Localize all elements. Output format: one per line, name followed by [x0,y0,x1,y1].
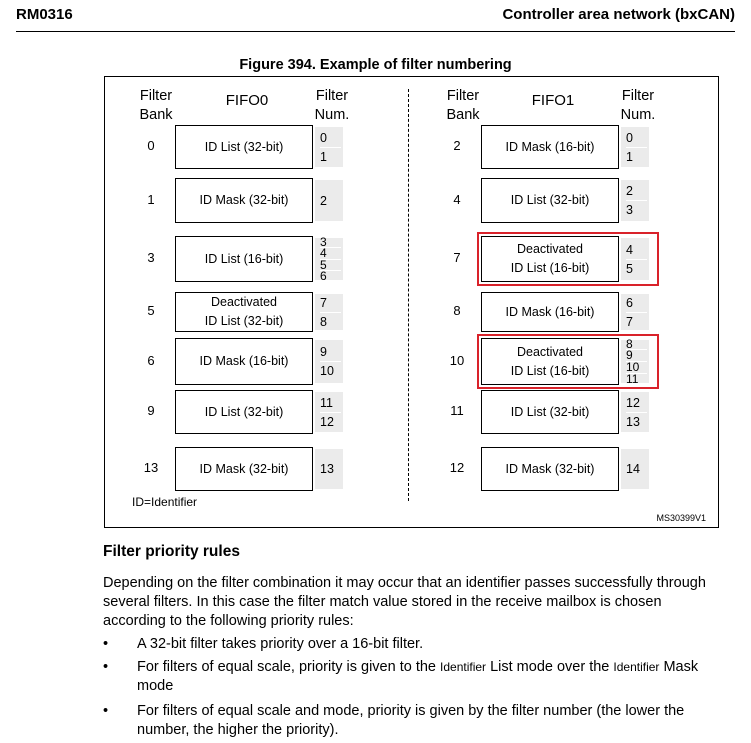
filter-number: 9 [626,350,647,362]
filter-mode-label: Deactivated [516,242,583,256]
filter-number: 8 [320,314,327,329]
filter-number: 13 [320,462,334,476]
header-rule [16,31,735,32]
filter-mode-label: ID List (32-bit) [204,139,284,154]
filter-number: 3 [626,203,633,217]
filter-number-list [315,392,343,432]
filter-number: 5 [626,261,633,276]
filter-mode-label: Deactivated [210,295,277,309]
filter-mode-label: ID Mask (32-bit) [505,461,595,476]
fifo0-num-header: Filter Num. [314,88,350,123]
filter-number: 13 [626,414,640,429]
filter-number-list [621,127,649,167]
filter-bank-number: 0 [147,138,155,153]
filter-mode-label: ID List (32-bit) [510,193,590,207]
figure-code: MS30399V1 [656,513,706,523]
filter-bank-number: 7 [453,250,461,265]
filter-number: 12 [320,414,334,429]
filter-bank-number: 6 [147,352,155,368]
filter-mode-box [481,178,619,223]
filter-mode-box [481,125,619,169]
filter-number-list [315,234,343,283]
filter-mode-box [481,447,619,491]
filter-number: 6 [320,269,327,283]
fifo0-label: FIFO0 [225,92,269,109]
filter-number-list [315,340,343,383]
filter-bank-number: 13 [143,460,159,475]
filter-number: 0 [320,129,341,148]
filter-number-list [621,392,649,432]
filter-number: 0 [626,129,647,148]
filter-mode-label: ID List (16-bit) [510,363,590,378]
filter-number-list [621,449,649,489]
filter-mode-box [175,178,313,223]
figure-note: ID=Identifier [132,495,198,509]
filter-mode-label: ID Mask (16-bit) [505,139,595,154]
doc-id: RM0316 [16,6,73,23]
filter-mode-label: Deactivated [516,344,583,359]
filter-number: 11 [626,371,639,386]
fifo1-bank-header: Filter Bank [446,88,480,123]
bullet-dot: • [103,636,109,652]
filter-mode-box [481,390,619,434]
filter-mode-box [175,236,313,282]
filter-mode-box [175,447,313,491]
filter-bank-number: 10 [449,352,465,368]
filter-mode-label: ID Mask (16-bit) [199,354,289,368]
filter-number-list [315,127,343,167]
filter-number: 8 [626,339,647,351]
filter-bank-number: 2 [453,138,461,153]
highlight-box [477,232,659,286]
filter-mode-label: ID Mask (32-bit) [199,193,289,207]
filter-bank-number: 3 [147,250,155,265]
bullet-text: For filters of equal scale and mode, priority is given by the filter number (the lower the number, the higher the priority). [137,703,685,738]
filter-mode-box [175,125,313,169]
fifo1-num-header: Filter Num. [620,88,656,123]
filter-number: 2 [626,182,647,201]
section-paragraph: Depending on the filter combination it may occur that an identifier passes successfully through several filters. In this case the filter match value stored in the receive mailbox is chosen according to the following priority rules: [103,575,706,629]
filter-mode-label: ID Mask (16-bit) [505,304,595,319]
bullet-dot: • [103,703,109,719]
filter-mode-label: ID List (32-bit) [204,404,284,419]
filter-bank-number: 12 [449,460,465,475]
filter-mode-box [175,390,313,434]
filter-mode-box [175,292,313,332]
filter-number: 14 [626,462,640,476]
filter-number: 9 [320,343,341,362]
filter-number: 10 [626,362,647,374]
filter-number: 12 [626,394,647,413]
bullet-text: A 32-bit filter takes priority over a 16-bit filter. [137,636,424,652]
filter-number-list [315,294,343,330]
filter-number: 1 [320,149,327,164]
filter-number: 11 [320,394,341,413]
filter-bank-number: 11 [450,403,464,418]
filter-number: 7 [626,314,633,329]
highlight-box [477,334,659,389]
filter-mode-label: ID List (32-bit) [510,404,590,419]
filter-number-list [315,449,343,489]
filter-number: 3 [320,237,341,249]
filter-mode-label: ID List (16-bit) [510,261,590,275]
filter-number: 1 [626,149,633,164]
filter-number: 2 [320,193,327,208]
filter-mode-label: ID Mask (32-bit) [199,461,289,476]
filter-number: 4 [626,241,647,260]
bullet-text: For filters of equal scale, priority is given to the Identifier List mode over the Identifier Mask mode [137,659,699,694]
filter-numbering-figure [104,76,719,528]
filter-bank-number: 8 [453,303,461,318]
filter-bank-number: 1 [147,191,155,207]
filter-number-list [621,180,649,221]
filter-number: 5 [320,260,341,272]
fifo-divider [408,89,409,501]
filter-number: 6 [626,294,647,313]
filter-mode-box [175,338,313,385]
filter-number: 7 [320,294,341,313]
fifo1-label: FIFO1 [531,92,575,109]
bullet-dot: • [103,659,109,675]
filter-bank-number: 9 [147,403,155,418]
figure-title: Figure 394. Example of filter numbering [239,57,512,73]
filter-bank-number: 5 [147,303,155,318]
filter-number: 10 [320,364,334,378]
filter-number-list [621,294,649,330]
section-title: Filter priority rules [103,543,240,560]
fifo0-bank-header: Filter Bank [139,88,173,123]
filter-mode-box [481,292,619,332]
filter-bank-number: 4 [453,191,461,207]
filter-mode-label: ID List (32-bit) [204,314,284,328]
filter-number: 4 [320,248,341,260]
filter-number-list [315,180,343,221]
section-header: Controller area network (bxCAN) [502,6,735,23]
filter-mode-label: ID List (16-bit) [204,251,284,266]
